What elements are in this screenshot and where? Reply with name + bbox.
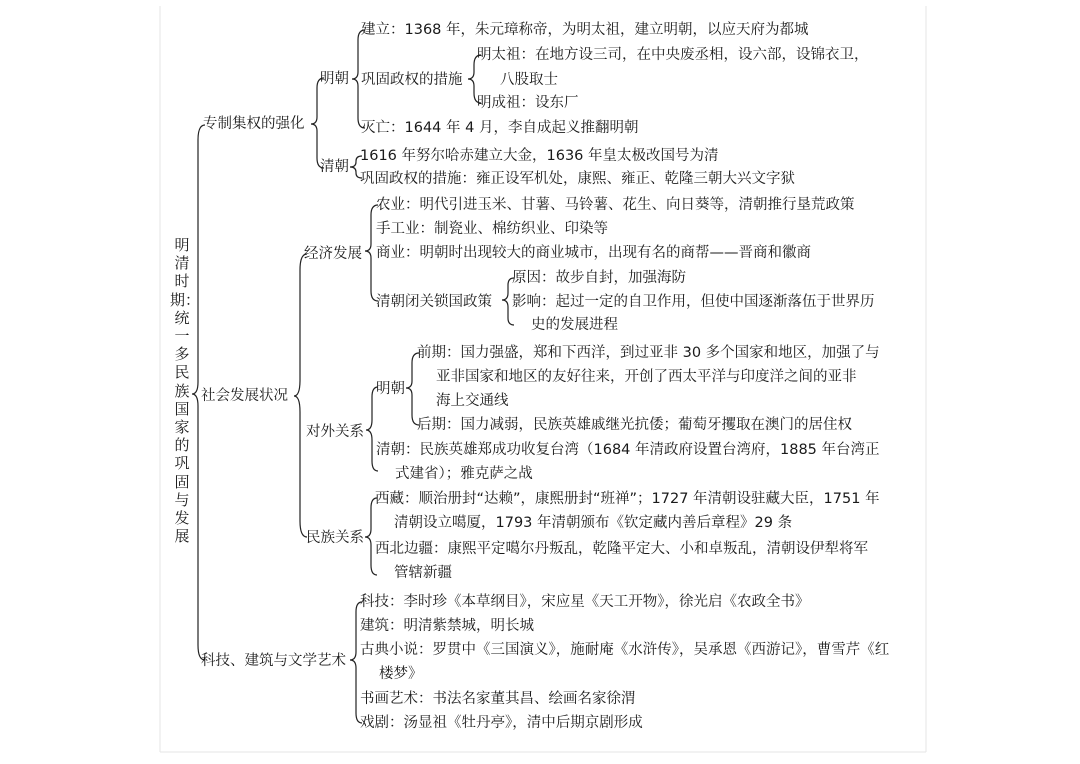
node-architecture: 建筑：明清紫禁城，明长城 [360,618,534,634]
node-qing-dynasty: 清朝 [320,159,349,175]
node-closure-impact: 影响：起过一定的自卫作用，但使中国逐渐落伍于世界历 [512,294,875,310]
node-closure-impact-cont: 史的发展进程 [531,317,618,333]
node-ming-measures: 巩固政权的措施 [361,72,463,88]
node-ming-chengzu: 明成祖：设东厂 [477,95,579,111]
node-tibet-cont: 清朝设立噶厦，1793 年清朝颁布《钦定藏内善后章程》29 条 [394,515,793,531]
node-science: 科技：李时珍《本草纲目》，宋应星《天工开物》，徐光启《农政全书》 [360,594,810,610]
node-ming-taizu: 明太祖：在地方设三司，在中央废丞相，设六部，设锦衣卫， [477,47,869,63]
node-novels: 古典小说：罗贯中《三国演义》，施耐庵《水浒传》，吴承恩《西游记》，曹雪芹《红 [360,642,890,658]
node-ming-late: 后期：国力减弱，民族英雄戚继光抗倭；葡萄牙攫取在澳门的居住权 [417,417,852,433]
node-closure-cause: 原因：故步自封，加强海防 [512,270,686,286]
node-culture: 科技、建筑与文学艺术 [201,653,346,669]
node-painting: 书画艺术：书法名家董其昌、绘画名家徐渭 [360,691,636,707]
node-ming-founding: 建立：1368 年，朱元璋称帝，为明太祖，建立明朝，以应天府为都城 [361,22,809,38]
node-closure-policy: 清朝闭关锁国政策 [376,294,492,310]
root-title-text: 明清时期：统一多民族国家的巩固与发展 [170,236,201,546]
node-qing-founding: 1616 年努尔哈赤建立大金，1636 年皇太极改国号为清 [360,148,719,164]
root-title [170,236,201,546]
node-foreign-ming: 明朝 [376,381,405,397]
node-ming-early: 前期：国力强盛，郑和下西洋，到过亚非 30 多个国家和地区，加强了与 [417,345,880,361]
node-ming-early-cont-2: 海上交通线 [436,393,509,409]
node-agriculture: 农业：明代引进玉米、甘薯、马铃薯、花生、向日葵等，清朝推行垦荒政策 [376,197,855,213]
node-qing-measures: 巩固政权的措施：雍正设军机处，康熙、雍正、乾隆三朝大兴文字狱 [360,171,795,187]
node-novels-cont: 楼梦》 [379,666,423,682]
node-foreign-relations: 对外关系 [306,424,364,440]
node-tibet: 西藏：顺治册封“达赖”，康熙册封“班禅”；1727 年清朝设驻藏大臣，1751 年 [375,491,880,507]
node-foreign-qing-cont: 式建省）；雅克萨之战 [395,466,533,482]
node-ming-early-cont-1: 亚非国家和地区的友好往来，开创了西太平洋与印度洋之间的亚非 [436,369,857,385]
node-economy: 经济发展 [304,246,362,262]
node-ming-dynasty: 明朝 [320,71,349,87]
node-society: 社会发展状况 [201,388,288,404]
node-foreign-qing: 清朝：民族英雄郑成功收复台湾（1684 年清政府设置台湾府，1885 年台湾正 [376,442,880,458]
node-handicraft: 手工业：制瓷业、棉纺织业、印染等 [376,221,608,237]
node-ming-fall: 灭亡：1644 年 4 月，李自成起义推翻明朝 [361,120,639,136]
node-autocracy: 专制集权的强化 [203,116,305,132]
node-northwest-cont: 管辖新疆 [394,565,452,581]
node-drama: 戏剧：汤显祖《牡丹亭》，清中后期京剧形成 [360,715,643,731]
node-northwest: 西北边疆：康熙平定噶尔丹叛乱，乾隆平定大、小和卓叛乱，清朝设伊犁将军 [375,541,868,557]
node-commerce: 商业：明朝时出现较大的商业城市，出现有名的商帮——晋商和徽商 [376,245,811,261]
node-ming-taizu-cont: 八股取士 [500,72,558,88]
node-ethnic-relations: 民族关系 [306,530,364,546]
